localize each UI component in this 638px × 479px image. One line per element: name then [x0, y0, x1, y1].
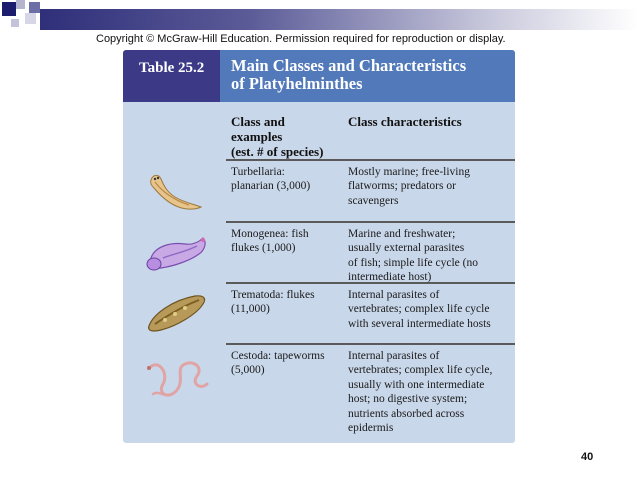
planarian-illustration	[145, 170, 207, 216]
decorative-square	[2, 2, 16, 16]
class-cell: Monogenea: fish flukes (1,000)	[231, 228, 309, 255]
column-header-class: Class and examples (est. # of species)	[231, 114, 324, 159]
table-panel	[123, 50, 515, 443]
characteristics-cell: Marine and freshwater; usually external parasites of fish; simple life cycle (no intermediate host)	[348, 228, 478, 284]
copyright-notice: Copyright © McGraw-Hill Education. Permission required for reproduction or display.	[96, 33, 506, 45]
decorative-square	[11, 19, 19, 27]
decorative-square	[29, 2, 40, 13]
tapeworm-illustration	[145, 354, 211, 404]
fish-fluke-illustration	[141, 228, 213, 276]
row-divider	[226, 159, 515, 161]
decorative-square	[25, 13, 36, 24]
class-cell: Cestoda: tapeworms (5,000)	[231, 350, 325, 377]
characteristics-cell: Mostly marine; free-living flatworms; predators or scavengers	[348, 166, 470, 207]
table-title	[220, 50, 515, 102]
page-number: 40	[581, 451, 594, 463]
class-cell: Trematoda: flukes (11,000)	[231, 289, 315, 316]
table-title-line: of Platyhelminthes	[231, 74, 363, 93]
class-cell: Turbellaria: planarian (3,000)	[231, 166, 311, 193]
row-divider	[226, 221, 515, 223]
column-header-characteristics: Class characteristics	[348, 114, 462, 129]
decorative-square	[16, 0, 25, 9]
table-title-line: Main Classes and Characteristics	[231, 56, 467, 75]
characteristics-cell: Internal parasites of vertebrates; complex life cycle, usually with one intermediate host; no digestive system; nutrients absorbed across epidermis	[348, 350, 493, 435]
title-bar-gradient	[40, 9, 638, 30]
characteristics-cell: Internal parasites of vertebrates; complex life cycle with several intermediate hosts	[348, 289, 491, 330]
fluke-illustration	[143, 290, 209, 336]
table-label: Table 25.2	[123, 50, 220, 102]
row-divider	[226, 343, 515, 345]
